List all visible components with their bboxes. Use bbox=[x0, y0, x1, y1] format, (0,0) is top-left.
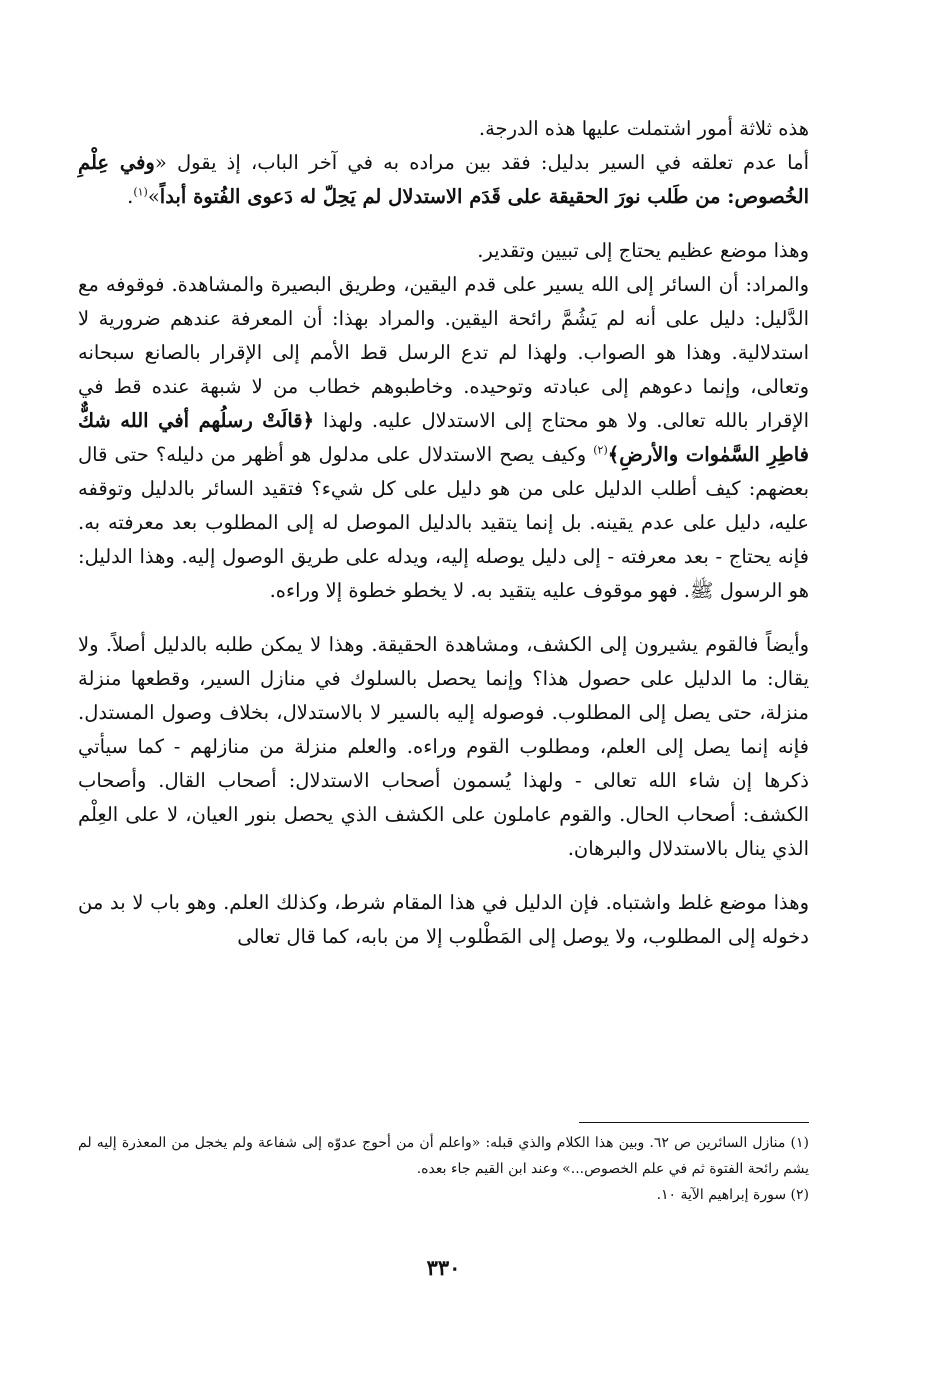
paragraph-error bbox=[78, 886, 809, 954]
paragraph-text: وهذا موضع عظيم يحتاج إلى تبيين وتقدير. bbox=[477, 239, 809, 262]
quranic-verse: ﴿قالَتْ رسلُهم أفي الله شكٌّ فاطِرِ السَّمٰوات والأرضِ﴾ bbox=[78, 409, 809, 466]
paragraph-text: هذه ثلاثة أمور اشتملت عليها هذه الدرجة. bbox=[478, 117, 809, 140]
paragraph-meaning bbox=[78, 268, 809, 608]
paragraph-intro bbox=[78, 112, 809, 146]
book-page bbox=[78, 112, 809, 1372]
footnote-mark-1: (١) bbox=[133, 185, 148, 199]
paragraph-text: وهذا موضع غلط واشتباه. فإن الدليل في هذا المقام شرط، وكذلك العلم. وهو باب لا بد من دخوله إلى المطلوب، ولا يوصل إلى المَطْلوب إلا من بابه، كما قال تعالى bbox=[78, 891, 809, 948]
footnotes bbox=[78, 1130, 809, 1208]
footnote-separator bbox=[579, 1122, 809, 1123]
paragraph-kashf bbox=[78, 628, 809, 866]
page-number: ٣٣٠ bbox=[426, 1255, 461, 1280]
paragraph-quotation bbox=[78, 146, 809, 214]
paragraph-end: . bbox=[127, 185, 134, 208]
footnote-1: (١) منازل السائرين ص ٦٢. وبين هذا الكلام والذي قبله: «واعلم أن من أحوج عدوّه إلى شفاعة ولم يخجل من المعذرة إليه لم يشم رائحة الفتوة ثم في علم الخصوص...» وعند ابن القيم جاء بعده. bbox=[78, 1135, 809, 1177]
quote-close: » bbox=[147, 185, 160, 208]
paragraph-text: وأيضاً فالقوم يشيرون إلى الكشف، ومشاهدة الحقيقة. وهذا لا يمكن طلبه بالدليل أصلاً. ولا يقال: ما الدليل على حصول هذا؟ وإنما يحصل بالسلوك في منازل السير، وقطعها منزلة منزلة، حتى يصل إلى المطلوب. فوصوله إليه بالسير لا بالاستدلال، بخلاف وصول المستدل. فإنه إنما يصل إلى العلم، ومطلوب القوم وراءه. والعلم منزلة من منازلهم - كما سيأتي ذكرها إن شاء الله تعالى - ولهذا يُسمون أصحاب الاستدلال: أصحاب القال. وأصحاب الكشف: أصحاب الحال. والقوم عاملون على الكشف الذي يحصل بنور العيان، لا على العِلْم الذي ينال بالاستدلال والبرهان. bbox=[78, 633, 809, 860]
paragraph-text: أما عدم تعلقه في السير بدليل: فقد بين مراده به في آخر الباب، إذ يقول « bbox=[154, 151, 809, 174]
bold-quotation: وفي عِلْمِ الخُصوص: من طَلب نورَ الحقيقة على قَدَم الاستدلال لم يَحِلّ له دَعوى الفُتوة أبداً bbox=[78, 151, 809, 208]
footnote-mark-2: (٢) bbox=[593, 443, 608, 457]
paragraph-text-continued: وكيف يصح الاستدلال على مدلول هو أظهر من دليله؟ حتى قال بعضهم: كيف أطلب الدليل على من هو دليل على كل شيء؟ فتقيد السائر بالدليل وتوقفه عليه، دليل على عدم يقينه. بل إنما يتقيد بالدليل الموصل له إلى المطلوب بعد معرفته به. فإنه يحتاج - بعد معرفته - إلى دليل يوصله إليه، ويدله على طريق الوصول إليه. وهذا الدليل: هو الرسول ﷺ. فهو موقوف عليه يتقيد به. لا يخطو خطوة إلا وراءه. bbox=[78, 443, 809, 602]
paragraph-text: والمراد: أن السائر إلى الله يسير على قدم اليقين، وطريق البصيرة والمشاهدة. فوقوفه مع الدَّليل: دليل على أنه لم يَشُمَّ رائحة اليقين. والمراد بهذا: أن المعرفة عندهم ضرورية لا استدلالية. وهذا هو الصواب. ولهذا لم تدع الرسل قط الأمم إلى الإقرار بالصانع سبحانه وتعالى، وإنما دعوهم إلى عبادته وتوحيده. وخاطبوهم خطاب من لا شبهة عنده قط في الإقرار بالله تعالى. ولا هو محتاج إلى الاستدلال عليه. ولهذا bbox=[78, 273, 809, 432]
paragraph-important bbox=[78, 234, 809, 268]
footnote-2: (٢) سورة إبراهيم الآية ١٠. bbox=[656, 1187, 809, 1203]
